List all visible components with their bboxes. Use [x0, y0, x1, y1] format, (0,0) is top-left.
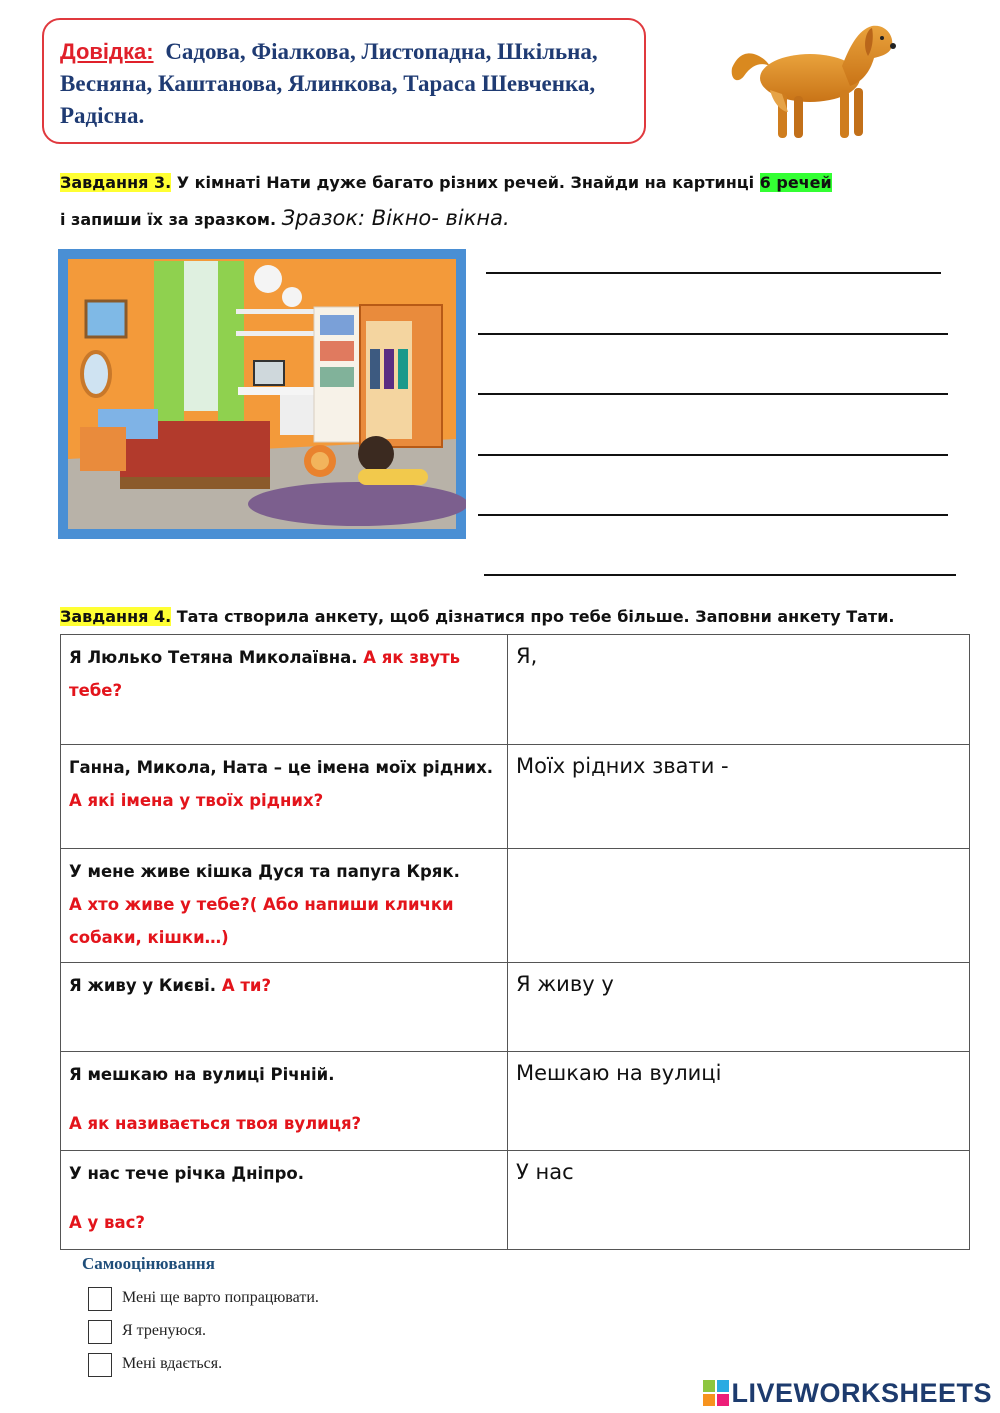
- checkbox-label: Мені вдається.: [122, 1355, 223, 1372]
- answer-line[interactable]: [478, 333, 948, 335]
- checkbox[interactable]: [88, 1320, 112, 1344]
- table-row: [61, 1151, 970, 1250]
- answer-prefix: Я,: [516, 644, 538, 668]
- question-prompt: А які імена у твоїх рідних?: [69, 791, 324, 810]
- answer-line[interactable]: [484, 574, 956, 576]
- watermark-text: LIVEWORKSHEETS: [731, 1378, 992, 1408]
- checkbox-label: Мені ще варто попрацювати.: [122, 1289, 319, 1306]
- question-prompt: А хто живе у тебе?( Або напиши клички собаки, кішки…): [69, 895, 454, 947]
- liveworksheets-logo-icon: [703, 1380, 729, 1406]
- question-cell: [61, 963, 508, 1052]
- answer-prefix: У нас: [516, 1160, 574, 1184]
- self-assessment-title: Самооцінювання: [82, 1254, 215, 1273]
- question-prompt: А як звуть тебе?: [69, 648, 461, 700]
- task3-label: Завдання 3.: [60, 173, 172, 192]
- answer-line[interactable]: [486, 272, 941, 274]
- task3-line2: [60, 206, 510, 230]
- answer-cell[interactable]: [508, 1052, 970, 1151]
- checkbox-label: Я тренуюся.: [122, 1322, 206, 1339]
- question-text: Я мешкаю на вулиці Річній.: [69, 1065, 335, 1084]
- answer-cell[interactable]: [508, 745, 970, 849]
- answer-cell[interactable]: [508, 1151, 970, 1250]
- question-text: Ганна, Микола, Ната – це імена моїх рідних.: [69, 758, 494, 777]
- answer-line[interactable]: [478, 393, 948, 395]
- reference-text: [60, 36, 640, 132]
- reference-streets: Садова, Фіалкова, Листопадна, Шкільна, Весняна, Каштанова, Ялинкова, Тараса Шевченка, Радісна.: [60, 39, 598, 128]
- table-row: [61, 963, 970, 1052]
- answer-prefix: Мешкаю на вулиці: [516, 1061, 722, 1085]
- task3-text2: і запиши їх за зразком.: [60, 210, 277, 229]
- question-text: У нас тече річка Дніпро.: [69, 1164, 304, 1183]
- survey-table: [60, 634, 970, 1250]
- question-text: Я живу у Києві.: [69, 976, 217, 995]
- task4-text: Тата створила анкету, щоб дізнатися про тебе більше. Заповни анкету Тати.: [176, 607, 895, 626]
- question-cell: [61, 849, 508, 963]
- bedroom-illustration: [58, 249, 466, 539]
- question-prompt: А у вас?: [69, 1213, 145, 1232]
- question-cell: [61, 1052, 508, 1151]
- answer-cell[interactable]: [508, 963, 970, 1052]
- dog-illustration: [722, 16, 897, 146]
- answer-cell[interactable]: [508, 849, 970, 963]
- reference-label: Довідка:: [60, 39, 154, 64]
- task3-text1: У кімнаті Нати дуже багато різних речей. Знайди на картинці: [176, 173, 755, 192]
- checkbox[interactable]: [88, 1287, 112, 1311]
- question-cell: [61, 635, 508, 745]
- table-row: [61, 1052, 970, 1151]
- question-cell: [61, 745, 508, 849]
- task3-line1: [60, 173, 832, 192]
- question-prompt: А ти?: [221, 976, 272, 995]
- answer-cell[interactable]: [508, 635, 970, 745]
- task3-sample: Зразок: Вікно- вікна.: [281, 206, 510, 230]
- task3-highlight: 6 речей: [759, 173, 832, 192]
- task4-line: [60, 607, 894, 626]
- question-cell: [61, 1151, 508, 1250]
- answer-prefix: Я живу у: [516, 972, 614, 996]
- question-text: У мене живе кішка Дуся та папуга Кряк.: [69, 862, 460, 881]
- question-prompt: А як називається твоя вулиця?: [69, 1114, 362, 1133]
- answer-prefix: Моїх рідних звати -: [516, 754, 729, 778]
- answer-line[interactable]: [478, 454, 948, 456]
- table-row: [61, 635, 970, 745]
- task4-label: Завдання 4.: [60, 607, 172, 626]
- question-text: Я Люлько Тетяна Миколаївна.: [69, 648, 358, 667]
- table-row: [61, 849, 970, 963]
- watermark: [703, 1378, 992, 1409]
- table-row: [61, 745, 970, 849]
- answer-line[interactable]: [478, 514, 948, 516]
- checkbox[interactable]: [88, 1353, 112, 1377]
